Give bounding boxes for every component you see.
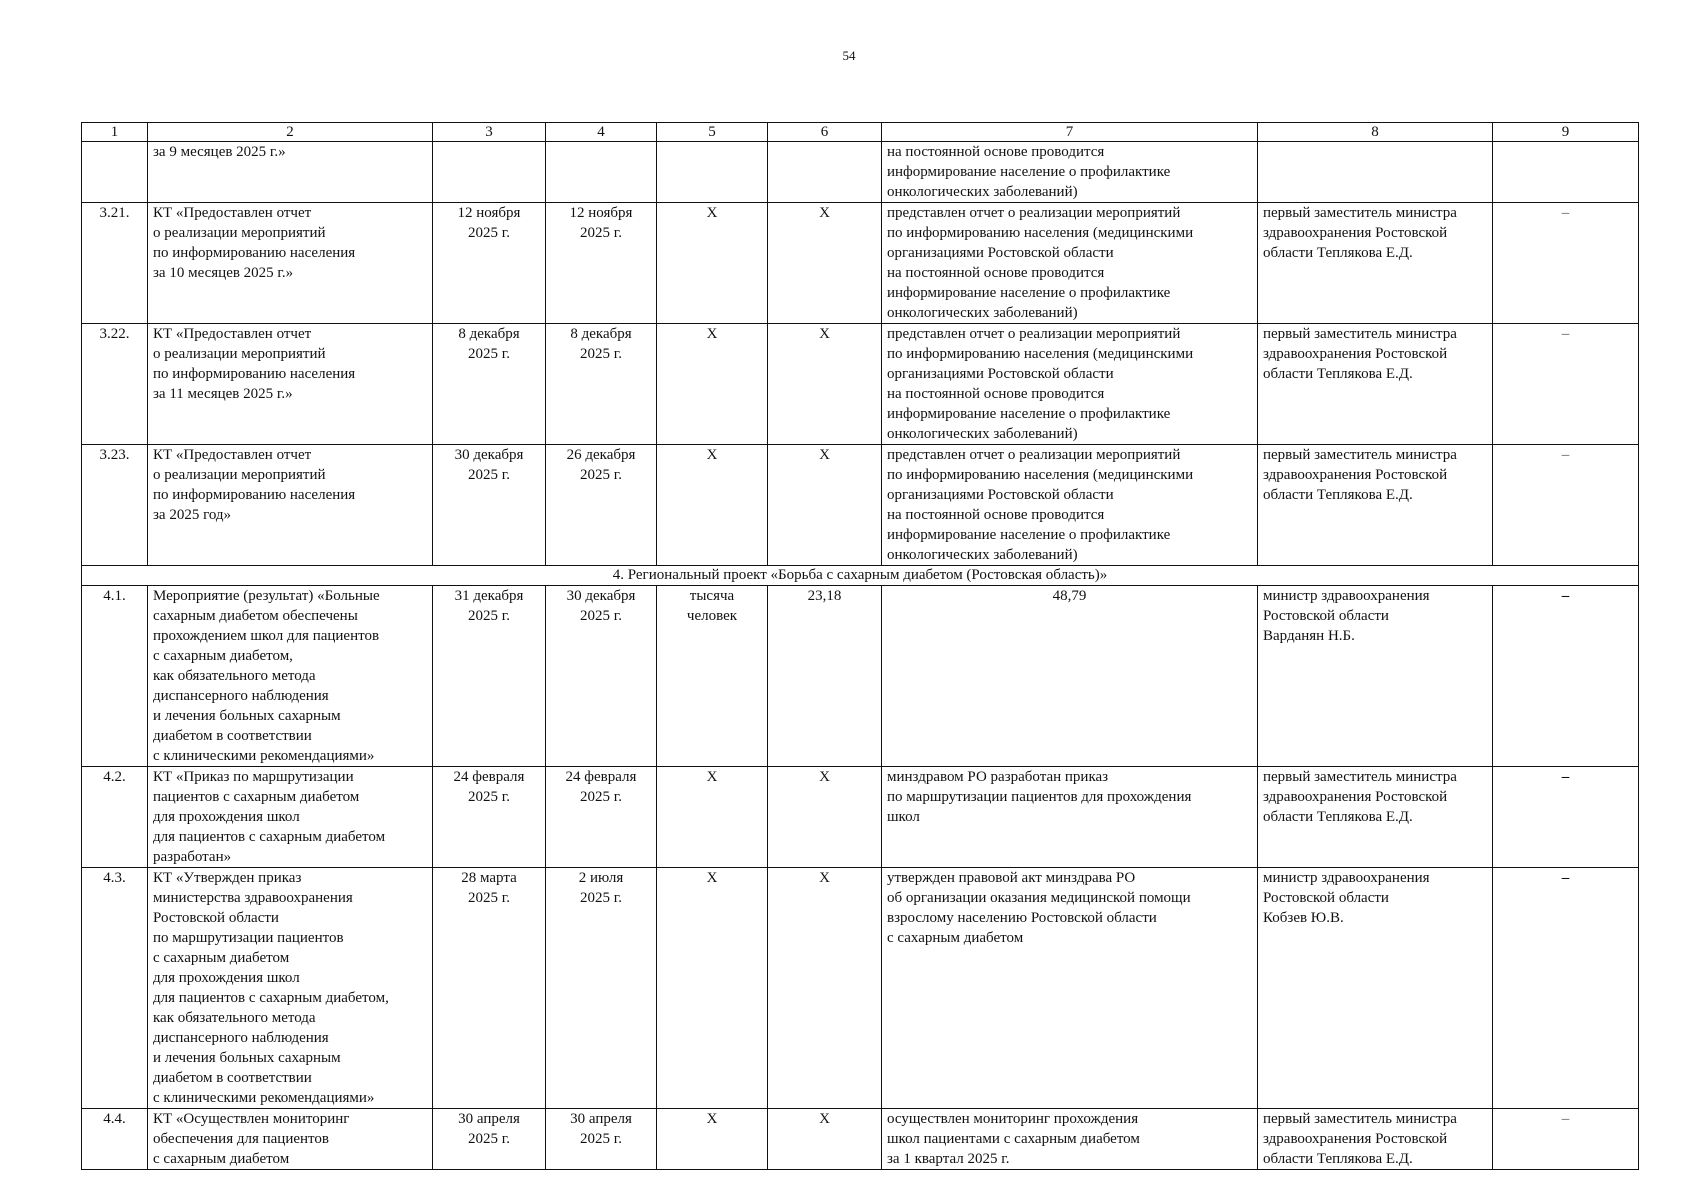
measures-table [81,122,1639,1170]
result-description: представлен отчет о реализации мероприятий по информированию населения (медицинскими организациями Ростовской области на постоянной основе проводится информирование население о профилактике онкологических заболеваний) [882,203,1258,324]
responsible-person: первый заместитель министра здравоохранения Ростовской области Теплякова Е.Д. [1258,1109,1493,1170]
unit: X [657,324,768,445]
result-description: на постоянной основе проводится информирование население о профилактике онкологических заболеваний) [882,142,1258,203]
table-row [82,767,1639,868]
end-date: 12 ноября 2025 г. [546,203,657,324]
end-date [546,142,657,203]
start-date: 24 февраля 2025 г. [433,767,546,868]
item-name: КТ «Приказ по маршрутизации пациентов с сахарным диабетом для прохождения школ для пациентов с сахарным диабетом разработан» [148,767,433,868]
value: X [768,324,882,445]
start-date: 30 декабря 2025 г. [433,445,546,566]
responsible-person: первый заместитель министра здравоохранения Ростовской области Теплякова Е.Д. [1258,324,1493,445]
row-number: 4.4. [82,1109,148,1170]
table-row [82,324,1639,445]
table-row [82,868,1639,1109]
end-date: 30 апреля 2025 г. [546,1109,657,1170]
end-date: 8 декабря 2025 г. [546,324,657,445]
row-number [82,142,148,203]
row-number: 4.2. [82,767,148,868]
table-row [82,203,1639,324]
value: X [768,445,882,566]
column-number: 4 [546,123,657,142]
value: X [768,1109,882,1170]
row-number: 4.3. [82,868,148,1109]
row-number: 3.23. [82,445,148,566]
column-number: 9 [1493,123,1639,142]
note: – [1493,586,1639,767]
item-name: за 9 месяцев 2025 г.» [148,142,433,203]
item-name: Мероприятие (результат) «Больные сахарным диабетом обеспечены прохождением школ для пациентов с сахарным диабетом, как обязательного метода диспансерного наблюдения и лечения больных сахарным диабетом в соответствии с клиническими рекомендациями» [148,586,433,767]
section-title: 4. Региональный проект «Борьба с сахарным диабетом (Ростовская область)» [82,566,1639,586]
section-row [82,566,1639,586]
column-number-row [82,123,1639,142]
value: X [768,203,882,324]
start-date: 28 марта 2025 г. [433,868,546,1109]
column-number: 3 [433,123,546,142]
unit: X [657,445,768,566]
column-number: 2 [148,123,433,142]
item-name: КТ «Предоставлен отчет о реализации мероприятий по информированию населения за 11 месяцев 2025 г.» [148,324,433,445]
value: 23,18 [768,586,882,767]
unit: X [657,767,768,868]
start-date: 12 ноября 2025 г. [433,203,546,324]
row-number: 3.21. [82,203,148,324]
row-number: 3.22. [82,324,148,445]
unit: тысяча человек [657,586,768,767]
end-date: 26 декабря 2025 г. [546,445,657,566]
column-number: 1 [82,123,148,142]
note: – [1493,324,1639,445]
responsible-person: первый заместитель министра здравоохранения Ростовской области Теплякова Е.Д. [1258,767,1493,868]
note: – [1493,203,1639,324]
start-date [433,142,546,203]
result-description: представлен отчет о реализации мероприятий по информированию населения (медицинскими организациями Ростовской области на постоянной основе проводится информирование население о профилактике онкологических заболеваний) [882,324,1258,445]
note: – [1493,767,1639,868]
item-name: КТ «Утвержден приказ министерства здравоохранения Ростовской области по маршрутизации пациентов с сахарным диабетом для прохождения школ для пациентов с сахарным диабетом, как обязательного метода диспансерного наблюдения и лечения больных сахарным диабетом в соответствии с клиническими рекомендациями» [148,868,433,1109]
table-row [82,1109,1639,1170]
column-number: 5 [657,123,768,142]
responsible-person: первый заместитель министра здравоохранения Ростовской области Теплякова Е.Д. [1258,445,1493,566]
column-number: 7 [882,123,1258,142]
result-description: осуществлен мониторинг прохождения школ пациентами с сахарным диабетом за 1 квартал 2025 г. [882,1109,1258,1170]
responsible-person [1258,142,1493,203]
result-description: минздравом РО разработан приказ по маршрутизации пациентов для прохождения школ [882,767,1258,868]
table-row [82,586,1639,767]
row-number: 4.1. [82,586,148,767]
responsible-person: министр здравоохранения Ростовской области Варданян Н.Б. [1258,586,1493,767]
value: X [768,767,882,868]
result-description: утвержден правовой акт минздрава РО об организации оказания медицинской помощи взрослому населению Ростовской области с сахарным диабетом [882,868,1258,1109]
item-name: КТ «Предоставлен отчет о реализации мероприятий по информированию населения за 10 месяцев 2025 г.» [148,203,433,324]
page-number: 54 [842,48,856,63]
note: – [1493,445,1639,566]
start-date: 8 декабря 2025 г. [433,324,546,445]
start-date: 30 апреля 2025 г. [433,1109,546,1170]
note: – [1493,868,1639,1109]
column-number: 8 [1258,123,1493,142]
result-description: представлен отчет о реализации мероприятий по информированию населения (медицинскими организациями Ростовской области на постоянной основе проводится информирование население о профилактике онкологических заболеваний) [882,445,1258,566]
unit: X [657,868,768,1109]
unit: X [657,203,768,324]
end-date: 30 декабря 2025 г. [546,586,657,767]
note [1493,142,1639,203]
unit: X [657,1109,768,1170]
responsible-person: министр здравоохранения Ростовской области Кобзев Ю.В. [1258,868,1493,1109]
item-name: КТ «Предоставлен отчет о реализации мероприятий по информированию населения за 2025 год» [148,445,433,566]
table-row [82,445,1639,566]
start-date: 31 декабря 2025 г. [433,586,546,767]
unit [657,142,768,203]
note: – [1493,1109,1639,1170]
table-row [82,142,1639,203]
responsible-person: первый заместитель министра здравоохранения Ростовской области Теплякова Е.Д. [1258,203,1493,324]
column-number: 6 [768,123,882,142]
value [768,142,882,203]
item-name: КТ «Осуществлен мониторинг обеспечения для пациентов с сахарным диабетом [148,1109,433,1170]
result-description: 48,79 [882,586,1258,767]
end-date: 24 февраля 2025 г. [546,767,657,868]
end-date: 2 июля 2025 г. [546,868,657,1109]
value: X [768,868,882,1109]
